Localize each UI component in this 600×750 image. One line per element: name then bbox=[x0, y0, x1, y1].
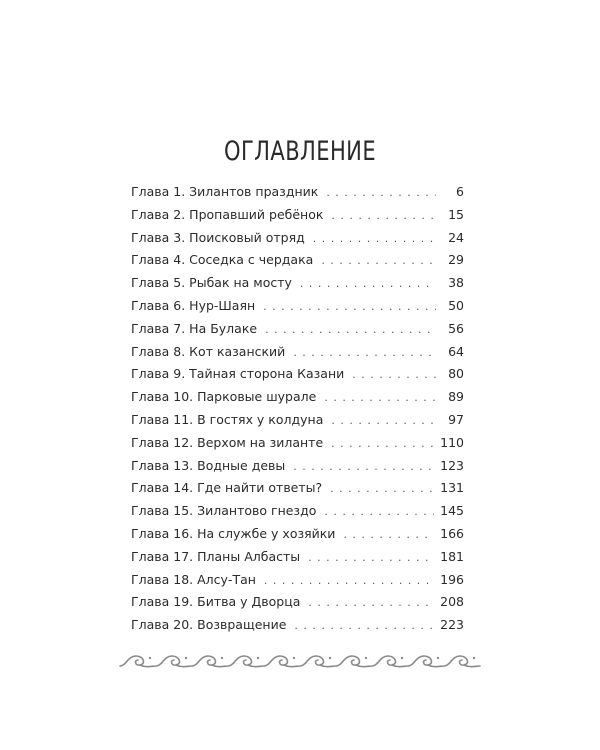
toc-entry bbox=[131, 386, 464, 409]
toc-entry-page-number: 50 bbox=[448, 297, 464, 313]
dot-leader bbox=[264, 570, 434, 593]
toc-entry-page-number: 64 bbox=[448, 343, 464, 359]
toc-entry-page-number: 56 bbox=[448, 320, 464, 336]
dot-leader bbox=[308, 547, 434, 570]
toc-entry bbox=[131, 363, 464, 386]
toc-entry-page-number: 80 bbox=[448, 366, 464, 382]
dot-leader bbox=[321, 250, 436, 273]
toc-entry bbox=[131, 569, 464, 592]
ornament-dot bbox=[257, 657, 259, 659]
toc-entry-title: Глава 18. Алсу-Тан bbox=[131, 571, 256, 587]
toc-entry-title: Глава 1. Зилантов праздник bbox=[131, 184, 319, 199]
toc-entry-title: Глава 12. Верхом на зиланте bbox=[131, 434, 324, 450]
toc-entry-title: Глава 19. Битва у Дворца bbox=[131, 594, 301, 610]
toc-entry-page-number: 97 bbox=[448, 411, 464, 427]
ornament-dot bbox=[329, 657, 331, 659]
ornament-dot bbox=[437, 657, 439, 659]
toc-entry-page-number: 181 bbox=[440, 548, 464, 564]
toc-entry-title: Глава 10. Парковые шурале bbox=[131, 389, 317, 405]
ornament-dot bbox=[401, 657, 403, 659]
toc-entry-page-number: 24 bbox=[448, 229, 464, 245]
toc-entry bbox=[131, 249, 464, 272]
dot-leader bbox=[330, 478, 434, 501]
dot-leader bbox=[331, 433, 434, 456]
toc-entry bbox=[131, 181, 464, 204]
ornament-wave-path bbox=[120, 656, 480, 667]
toc-entry-title: Глава 17. Планы Албасты bbox=[131, 548, 301, 564]
toc-entry-title: Глава 13. Водные девы bbox=[131, 457, 286, 473]
toc-entry-title: Глава 8. Кот казанский bbox=[131, 343, 286, 359]
toc-entry-title: Глава 6. Нур-Шаян bbox=[131, 297, 256, 313]
dot-leader bbox=[294, 615, 434, 638]
toc-entry bbox=[131, 432, 464, 455]
toc-entry-page-number: 131 bbox=[440, 480, 464, 496]
toc-entry-page-number: 123 bbox=[440, 457, 464, 473]
dot-leader bbox=[293, 456, 434, 479]
toc-entry-title: Глава 16. На службе у хозяйки bbox=[131, 525, 336, 541]
toc-entry-page-number: 89 bbox=[448, 389, 464, 405]
toc-entry-page-number: 15 bbox=[448, 206, 464, 222]
table-of-contents bbox=[131, 181, 464, 637]
toc-entry-page-number: 196 bbox=[440, 571, 464, 587]
toc-entry-title: Глава 14. Где найти ответы? bbox=[131, 480, 323, 496]
toc-entry bbox=[131, 546, 464, 569]
toc-entry-page-number: 223 bbox=[440, 617, 464, 633]
toc-entry bbox=[131, 409, 464, 432]
dot-leader bbox=[331, 410, 436, 433]
toc-entry bbox=[131, 341, 464, 364]
toc-entry bbox=[131, 318, 464, 341]
toc-entry-page-number: 110 bbox=[440, 434, 464, 450]
toc-entry-title: Глава 3. Поисковый отряд bbox=[131, 229, 305, 245]
dot-leader bbox=[265, 319, 436, 342]
dot-leader bbox=[324, 387, 436, 410]
dot-leader bbox=[313, 228, 436, 251]
toc-entry-title: Глава 11. В гостях у колдуна bbox=[131, 411, 324, 427]
wave-scroll-ornament-icon bbox=[110, 650, 490, 674]
page-title: ОГЛАВЛЕНИЕ bbox=[223, 136, 377, 168]
ornament-dot bbox=[185, 657, 187, 659]
toc-entry-page-number: 6 bbox=[456, 184, 464, 199]
toc-entry-page-number: 166 bbox=[440, 525, 464, 541]
toc-entry-title: Глава 20. Возвращение bbox=[131, 617, 287, 633]
toc-entry bbox=[131, 477, 464, 500]
dot-leader bbox=[308, 592, 434, 615]
toc-entry-title: Глава 2. Пропавший ребёнок bbox=[131, 206, 324, 222]
toc-entry-title: Глава 9. Тайная сторона Казани bbox=[131, 366, 345, 382]
dot-leader bbox=[331, 205, 436, 228]
toc-entry bbox=[131, 295, 464, 318]
ornament-dot bbox=[221, 657, 223, 659]
ornament-dot bbox=[293, 657, 295, 659]
toc-entry-title: Глава 7. На Булаке bbox=[131, 320, 258, 336]
dot-leader bbox=[263, 296, 436, 319]
toc-entry bbox=[131, 500, 464, 523]
dot-leader bbox=[324, 501, 434, 524]
toc-entry bbox=[131, 591, 464, 614]
ornament-dot bbox=[149, 657, 151, 659]
toc-entry-title: Глава 5. Рыбак на мосту bbox=[131, 275, 292, 291]
toc-entry bbox=[131, 614, 464, 637]
dot-leader bbox=[352, 364, 436, 387]
dot-leader bbox=[343, 524, 434, 547]
ornament-dot bbox=[365, 657, 367, 659]
toc-entry-page-number: 38 bbox=[448, 275, 464, 291]
toc-entry bbox=[131, 272, 464, 295]
toc-entry bbox=[131, 455, 464, 478]
toc-entry-page-number: 29 bbox=[448, 252, 464, 268]
dot-leader bbox=[326, 182, 436, 205]
toc-entry bbox=[131, 204, 464, 227]
dot-leader bbox=[300, 273, 436, 296]
toc-entry-page-number: 145 bbox=[440, 503, 464, 519]
toc-entry-title: Глава 4. Соседка с чердака bbox=[131, 252, 314, 268]
ornament-dot bbox=[473, 657, 475, 659]
dot-leader bbox=[293, 342, 436, 365]
toc-entry-title: Глава 15. Зилантово гнездо bbox=[131, 503, 317, 519]
toc-entry bbox=[131, 227, 464, 250]
toc-entry bbox=[131, 523, 464, 546]
toc-entry-page-number: 208 bbox=[440, 594, 464, 610]
